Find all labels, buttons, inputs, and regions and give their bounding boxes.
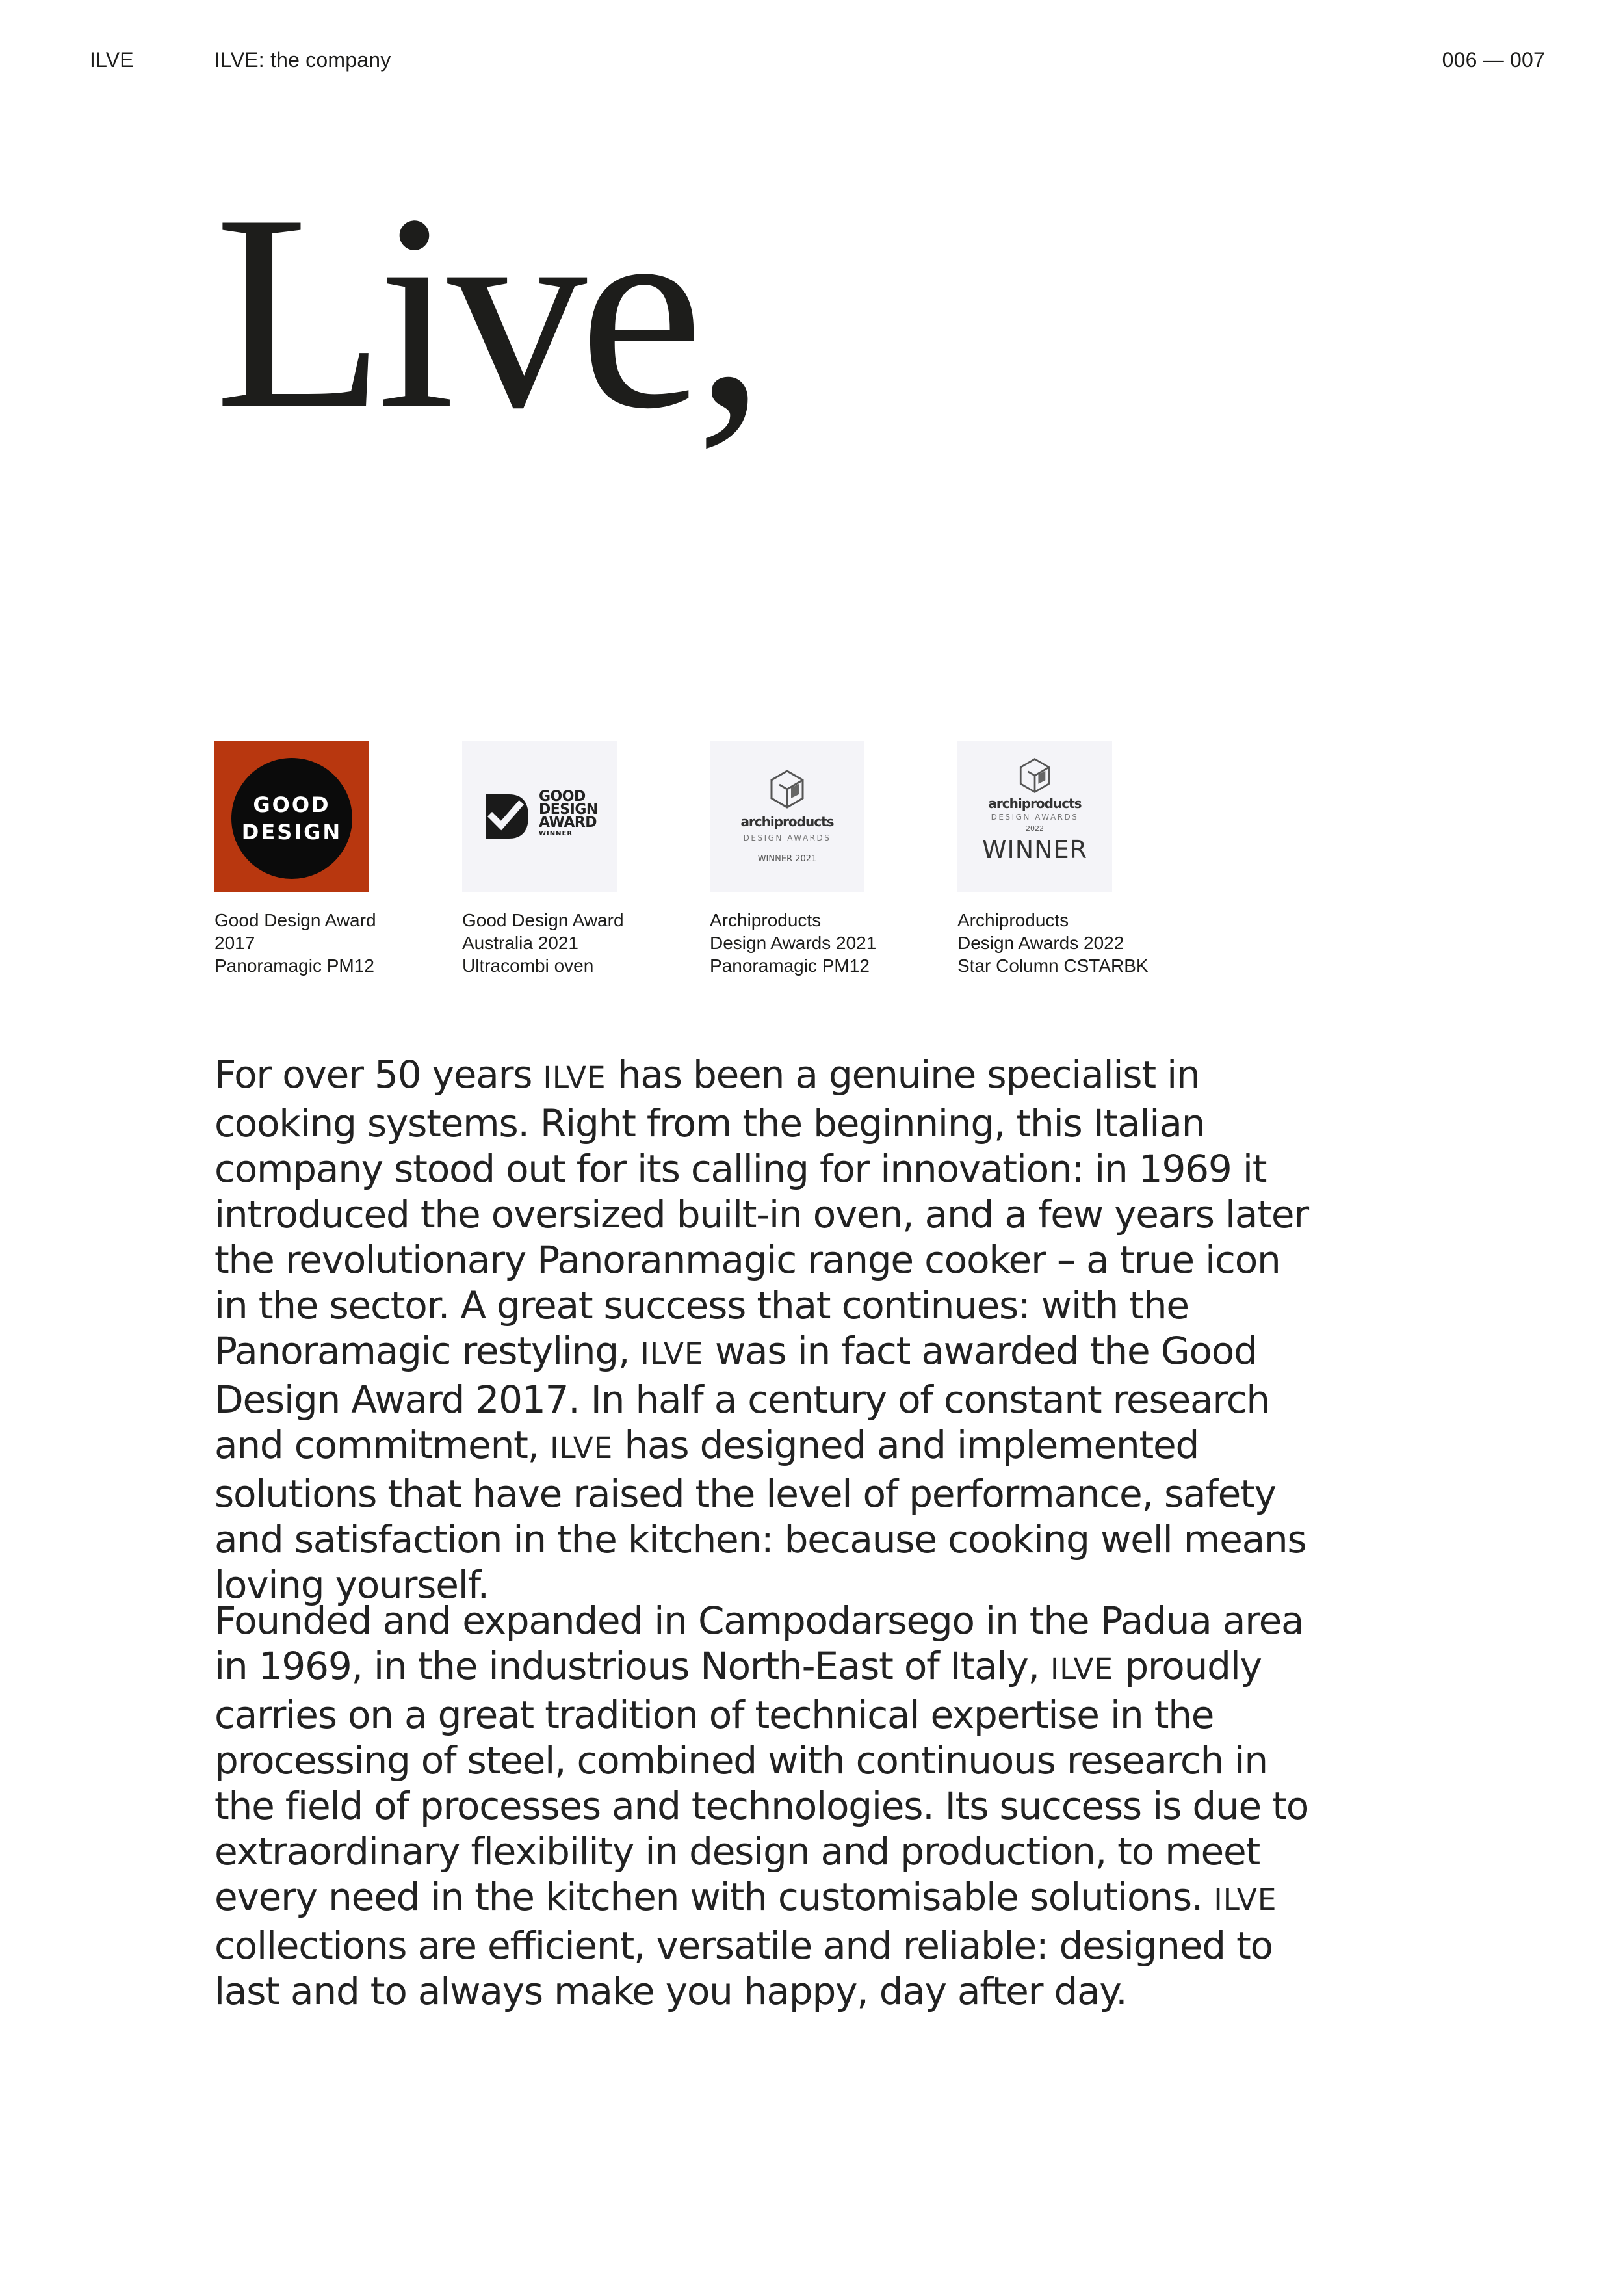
logo-text: GOOD [539,789,586,805]
caption-line: Australia 2021 [462,933,579,953]
award-caption [710,909,877,977]
caption-line: Good Design Award [214,910,376,930]
logo-text: DESIGN [241,820,343,844]
text-run: has been a genuine specialist in cooking systems. Right from the beginning, this Italian company stood out for its calling for innovation: in 1969 it introduced the oversized built-in oven, and a few years later the revolutionary Panoranmagic range cooker – a true icon in the sector. A great success that continues: with the Panoramagic restyling, [214,1052,1308,1373]
header-section-title: ILVE: the company [214,48,391,72]
caption-line: Ultracombi oven [462,956,594,976]
brand-name: ILVE [640,1337,704,1371]
logo-text: GOOD [253,792,331,817]
headline: Live, [214,157,758,467]
text-run: was in fact awarded the Good Design Award 2017. In half a century of constant research and commitment, [214,1329,1269,1467]
logo-text: WINNER [981,835,1088,864]
caption-line: Panoramagic PM12 [710,956,870,976]
logo-text: 2022 [1026,824,1044,833]
archiproducts-2022-logo [957,741,1112,892]
caption-line: Design Awards 2021 [710,933,877,953]
brand-name: ILVE [550,1431,614,1465]
text-run: has designed and implemented solutions that have raised the level of performance, safety and satisfaction in the kitchen: because cooking well means loving yourself. [214,1423,1306,1607]
award-good-design-australia-2021 [462,741,624,977]
brand-name: ILVE [543,1060,606,1095]
award-caption [462,909,624,977]
logo-text: DESIGN [539,802,598,818]
archiproducts-2021-logo [710,741,864,892]
award-good-design-2017 [214,741,376,977]
logo-text: DESIGN AWARDS [743,833,831,842]
logo-text: archiproducts [988,796,1082,811]
header-page-numbers: 006 — 007 [1442,48,1545,72]
logo-text: DESIGN AWARDS [991,813,1079,822]
good-design-disc [231,758,352,879]
archiproducts-cube-icon [1017,757,1053,794]
brand-name: ILVE [1214,1883,1277,1917]
logo-text: AWARD [539,815,597,831]
award-caption [957,909,1149,977]
body-paragraph-2 [214,1598,1319,2014]
text-run: proudly carries on a great tradition of technical expertise in the processing of steel, combined with continuous research in the field of processes and technologies. Its success is due to extraordinary flexibility in design and production, to meet every need in the kitchen with customisable solutions. [214,1644,1309,1919]
good-design-australia-logo [462,741,617,892]
logo-text: archiproducts [740,814,834,829]
text-run: Founded and expanded in Campodarsego in the Padua area in 1969, in the industrious North-East of Italy, [214,1598,1304,1688]
award-archiproducts-2022 [957,741,1149,977]
text-run: For over 50 years [214,1052,543,1097]
caption-line: Archiproducts [710,910,822,930]
caption-line: Star Column CSTARBK [957,956,1149,976]
caption-line: Good Design Award [462,910,624,930]
body-paragraph-1 [214,1052,1319,1608]
archiproducts-cube-icon [768,768,807,810]
caption-line: 2017 [214,933,255,953]
checkmark-icon [483,790,532,842]
text-run: collections are efficient, versatile and reliable: designed to last and to always make you happy, day after day. [214,1924,1273,2013]
awards-row [214,741,1149,977]
good-design-logo [214,741,369,892]
caption-line: Design Awards 2022 [957,933,1124,953]
brand-name: ILVE [1050,1652,1114,1686]
gda-wordmark [539,790,598,839]
logo-text: WINNER 2021 [757,854,817,864]
award-archiproducts-2021 [710,741,877,977]
award-caption [214,909,376,977]
caption-line: Archiproducts [957,910,1069,930]
caption-line: Panoramagic PM12 [214,956,374,976]
header-brand: ILVE [90,48,134,72]
logo-text: WINNER [539,830,573,837]
